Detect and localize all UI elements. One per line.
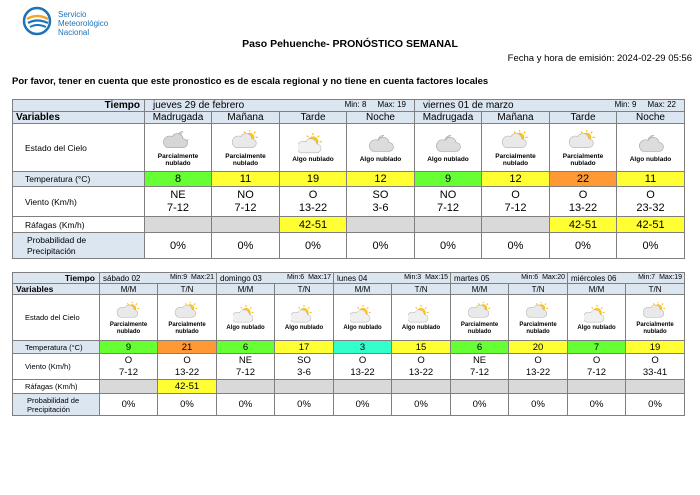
variables-label: Variables (13, 284, 100, 295)
sky-cell (392, 295, 451, 341)
wind-speed: 7-12 (470, 366, 490, 378)
day-header (568, 273, 685, 284)
period-header: Madrugada (145, 112, 212, 124)
sky-condition: Parcialmente nublado (168, 321, 206, 335)
gust-value (568, 380, 626, 394)
day-name: lunes 04 (337, 273, 368, 283)
wind-cell (212, 187, 280, 217)
gust-value (334, 380, 392, 394)
wind-cell (347, 187, 415, 217)
temp-value: 22 (550, 172, 617, 187)
wind-speed: 13-22 (350, 366, 375, 378)
wind-direction: NE (170, 188, 186, 201)
precip-value: 0% (482, 233, 550, 259)
temp-value: 9 (415, 172, 482, 187)
period-header: M/M (451, 284, 509, 295)
cloud-sun-icon (116, 302, 142, 321)
wind-cell (275, 354, 334, 380)
wind-speed: 13-22 (568, 201, 598, 214)
temp-value: 19 (280, 172, 347, 187)
sun-cloud-icon (408, 305, 434, 324)
sky-condition: Algo nublado (226, 325, 265, 331)
sky-label: Estado del Cielo (13, 124, 145, 172)
org-line3: Nacional (58, 28, 90, 37)
wind-speed: 7-12 (587, 366, 607, 378)
wind-cell (617, 187, 685, 217)
wind-direction: O (358, 354, 367, 366)
wind-direction: SO (297, 354, 311, 366)
variables-label: Variables (13, 112, 145, 124)
wind-speed: 7-12 (234, 201, 257, 214)
sky-condition: Parcialmente nublado (109, 321, 148, 335)
day-header (100, 273, 217, 284)
tiempo-label: Tiempo (13, 273, 100, 284)
wind-cell (451, 354, 509, 380)
precip-value: 0% (217, 394, 275, 416)
period-header: M/M (217, 284, 275, 295)
sky-condition: Parcialmente nublado (636, 321, 674, 335)
gust-value: 42-51 (550, 217, 617, 233)
tiempo-label: Tiempo (13, 100, 145, 112)
moon-cloud-icon (366, 133, 396, 155)
wind-direction: NE (238, 354, 253, 366)
temp-value: 3 (334, 341, 392, 354)
gust-value (509, 380, 568, 394)
moon-cloud-icon (636, 133, 666, 155)
temp-value: 7 (568, 341, 626, 354)
temp-value: 19 (626, 341, 685, 354)
sky-condition: Algo nublado (343, 325, 382, 331)
wind-speed: 7-12 (236, 366, 256, 378)
sky-cell (145, 124, 212, 172)
temp-value: 12 (482, 172, 550, 187)
sky-condition: Algo nublado (629, 156, 672, 164)
gust-value (212, 217, 280, 233)
gust-value: 42-51 (617, 217, 685, 233)
org-name (58, 10, 108, 37)
day-name: domingo 03 (220, 273, 262, 283)
gust-value: 42-51 (158, 380, 217, 394)
day-minmax: Min: 8 Max: 19 (344, 100, 406, 109)
precip-value: 0% (158, 394, 217, 416)
temp-value: 17 (275, 341, 334, 354)
gust-value (100, 380, 158, 394)
wind-direction: O (651, 354, 659, 366)
gust-label: Ráfagas (Km/h) (13, 217, 145, 233)
gust-value (347, 217, 415, 233)
precip-value: 0% (275, 394, 334, 416)
wind-direction: NO (439, 188, 457, 201)
period-header: M/M (100, 284, 158, 295)
sun-cloud-icon (233, 305, 259, 324)
wind-direction: NO (237, 188, 254, 201)
gust-value (145, 217, 212, 233)
cloud-sun-icon (174, 302, 200, 321)
temp-value: 11 (617, 172, 685, 187)
sky-cell (482, 124, 550, 172)
day-minmax: Min: 9 Max: 22 (614, 100, 676, 109)
smn-logo-icon (22, 6, 58, 36)
wind-direction: O (646, 188, 655, 201)
wind-cell (334, 354, 392, 380)
sky-cell (568, 295, 626, 341)
period-header: T/N (626, 284, 685, 295)
sky-condition: Parcialmente nublado (225, 152, 266, 167)
wind-cell (145, 187, 212, 217)
sun-cloud-icon (584, 305, 610, 324)
sky-condition: Algo nublado (427, 156, 469, 164)
day-minmax: Min:9 Max:21 (170, 273, 215, 281)
wind-direction: O (124, 354, 133, 366)
wind-speed: 7-12 (504, 201, 527, 214)
period-header: M/M (568, 284, 626, 295)
precip-value: 0% (100, 394, 158, 416)
wind-cell (482, 187, 550, 217)
gust-value: 42-51 (280, 217, 347, 233)
wind-label: Viento (Km/h) (13, 187, 145, 217)
sun-cloud-icon (291, 305, 317, 324)
period-header: T/N (275, 284, 334, 295)
gust-value (415, 217, 482, 233)
org-line2: Meteorológico (58, 19, 109, 28)
sky-label: Estado del Cielo (13, 295, 100, 341)
forecast-table-week1 (12, 99, 685, 259)
day-minmax: Min:6 Max:17 (287, 273, 332, 281)
day-name: viernes 01 de marzo (423, 100, 514, 111)
day-minmax: Min:3 Max:15 (404, 273, 449, 281)
temp-value: 21 (158, 341, 217, 354)
precip-value: 0% (626, 394, 685, 416)
wind-direction: O (578, 188, 588, 201)
day-header (217, 273, 334, 284)
wind-label: Viento (Km/h) (13, 354, 100, 380)
precip-value: 0% (280, 233, 347, 259)
cloud-sun-icon (525, 302, 551, 321)
temp-label: Temperatura (°C) (13, 172, 145, 187)
temp-value: 6 (451, 341, 509, 354)
precip-value: 0% (509, 394, 568, 416)
sky-condition: Algo nublado (359, 156, 402, 164)
gust-value (482, 217, 550, 233)
day-header (415, 100, 685, 112)
sky-cell (451, 295, 509, 341)
day-name: jueves 29 de febrero (153, 100, 245, 111)
moon-cloud-icon (433, 133, 463, 155)
period-header: Mañana (482, 112, 550, 124)
period-header: Tarde (280, 112, 347, 124)
cloud-sun-icon (568, 130, 598, 152)
wind-speed: 7-12 (118, 366, 138, 378)
wind-cell (158, 354, 217, 380)
temp-value: 9 (100, 341, 158, 354)
wind-speed: 13-22 (408, 366, 434, 378)
wind-speed: 7-12 (436, 201, 460, 214)
sky-cell (347, 124, 415, 172)
wind-direction: O (511, 188, 520, 201)
sky-cell (509, 295, 568, 341)
sky-cell (334, 295, 392, 341)
day-header (451, 273, 568, 284)
org-line1: Servicio (58, 10, 87, 19)
precip-value: 0% (550, 233, 617, 259)
sky-cell (617, 124, 685, 172)
wind-direction: NE (472, 354, 487, 366)
precip-value: 0% (347, 233, 415, 259)
cloud-sun-icon (231, 130, 261, 152)
cloud-sun-icon (642, 302, 668, 321)
temp-value: 15 (392, 341, 451, 354)
precip-value: 0% (568, 394, 626, 416)
period-header: T/N (392, 284, 451, 295)
gust-value (217, 380, 275, 394)
emission-date: Fecha y hora de emisión: 2024-02-29 05:56 (507, 53, 692, 64)
day-name: martes 05 (454, 273, 490, 283)
gust-value (275, 380, 334, 394)
cloud-sun-icon (501, 130, 531, 152)
sky-cell (550, 124, 617, 172)
wind-cell (217, 354, 275, 380)
precip-value: 0% (617, 233, 685, 259)
sky-condition: Algo nublado (292, 156, 334, 164)
temp-value: 12 (347, 172, 415, 187)
sun-cloud-icon (298, 133, 328, 155)
day-minmax: Min:6 Max:20 (521, 273, 566, 281)
precip-value: 0% (392, 394, 451, 416)
wind-direction: O (592, 354, 601, 366)
wind-speed: 3-6 (372, 201, 389, 214)
sky-cell (415, 124, 482, 172)
day-name: miércoles 06 (571, 273, 617, 283)
precip-value: 0% (451, 394, 509, 416)
cloud-sun-icon (467, 302, 493, 321)
wind-direction: O (308, 188, 318, 201)
wind-direction: O (534, 354, 542, 366)
wind-speed: 13-22 (525, 366, 551, 378)
temp-value: 6 (217, 341, 275, 354)
wind-cell (626, 354, 685, 380)
day-name: sábado 02 (103, 273, 141, 283)
day-header (334, 273, 451, 284)
wind-cell (415, 187, 482, 217)
gust-label: Ráfagas (Km/h) (13, 380, 100, 394)
precip-value: 0% (415, 233, 482, 259)
wind-speed: 7-12 (166, 201, 190, 214)
period-header: Mañana (212, 112, 280, 124)
period-header: Noche (617, 112, 685, 124)
cloud-moon-icon (163, 130, 193, 152)
sun-cloud-icon (350, 305, 376, 324)
sky-cell (275, 295, 334, 341)
wind-cell (392, 354, 451, 380)
sky-condition: Algo nublado (401, 325, 441, 331)
precip-label: Probabilidad de Precipitación (13, 394, 100, 416)
sky-condition: Parcialmente nublado (157, 152, 199, 167)
wind-speed: 23-32 (636, 201, 665, 214)
period-header: Tarde (550, 112, 617, 124)
sky-condition: Algo nublado (577, 325, 616, 331)
sky-cell (212, 124, 280, 172)
day-minmax: Min:7 Max:19 (638, 273, 683, 281)
temp-value: 11 (212, 172, 280, 187)
wind-speed: 13-22 (174, 366, 200, 378)
period-header: M/M (334, 284, 392, 295)
sky-cell (158, 295, 217, 341)
wind-direction: O (417, 354, 425, 366)
sky-condition: Parcialmente nublado (562, 152, 604, 167)
wind-cell (550, 187, 617, 217)
temp-value: 8 (145, 172, 212, 187)
wind-speed: 3-6 (297, 366, 311, 378)
gust-value (392, 380, 451, 394)
wind-cell (568, 354, 626, 380)
page-title: Paso Pehuenche- PRONÓSTICO SEMANAL (242, 38, 458, 50)
sky-cell (280, 124, 347, 172)
period-header: Madrugada (415, 112, 482, 124)
sky-condition: Parcialmente nublado (495, 152, 536, 167)
wind-cell (509, 354, 568, 380)
sky-cell (217, 295, 275, 341)
wind-speed: 13-22 (298, 201, 328, 214)
precip-value: 0% (212, 233, 280, 259)
period-header: T/N (509, 284, 568, 295)
period-header: Noche (347, 112, 415, 124)
sky-cell (626, 295, 685, 341)
wind-cell (100, 354, 158, 380)
disclaimer-note: Por favor, tener en cuenta que este pronostico es de escala regional y no tiene en cuenta factores locales (12, 76, 489, 87)
forecast-table-week2 (12, 272, 685, 416)
wind-cell (280, 187, 347, 217)
sky-condition: Algo nublado (284, 325, 324, 331)
precip-label: Probabilidad de Precipitación (13, 233, 145, 259)
temp-value: 20 (509, 341, 568, 354)
sky-cell (100, 295, 158, 341)
wind-direction: SO (372, 188, 389, 201)
gust-value (451, 380, 509, 394)
temp-label: Temperatura (°C) (13, 341, 100, 354)
period-header: T/N (158, 284, 217, 295)
precip-value: 0% (145, 233, 212, 259)
wind-speed: 33-41 (642, 366, 668, 378)
precip-value: 0% (334, 394, 392, 416)
gust-value (626, 380, 685, 394)
sky-condition: Parcialmente nublado (460, 321, 499, 335)
wind-direction: O (183, 354, 191, 366)
day-header (145, 100, 415, 112)
sky-condition: Parcialmente nublado (519, 321, 557, 335)
